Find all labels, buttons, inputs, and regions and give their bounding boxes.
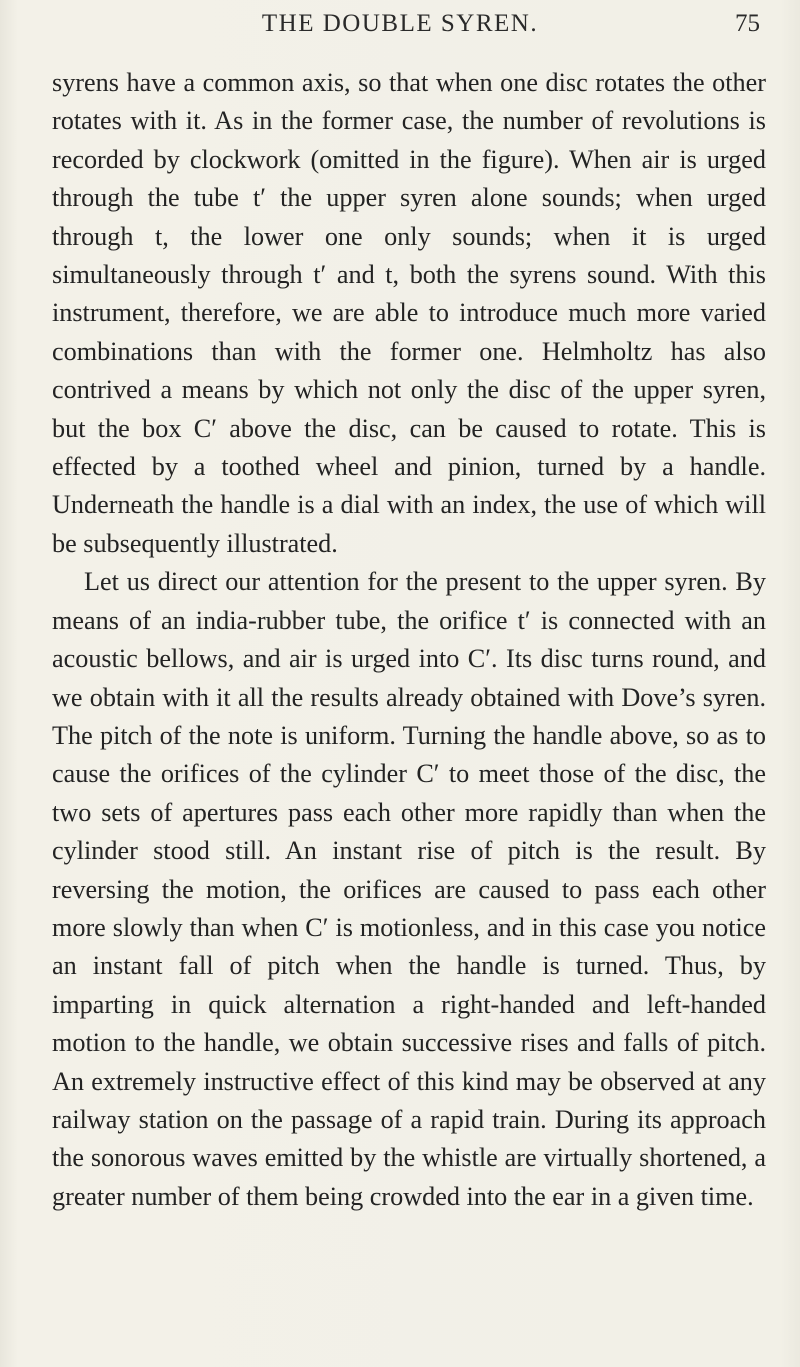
- page-header: [0, 8, 800, 44]
- paragraph-upper-syren: Let us direct our attention for the present to the upper syren. By means of an india-rubber tube, the orifice t′ is connected with an acoustic bellows, and air is urged into C′. Its disc turns round, and we obtain with it all the results already obtained with Dove’s syren. The pitch of the note is uniform. Turning the handle above, so as to cause the orifices of the cylinder C′ to meet those of the disc, the two sets of apertures pass each other more rapidly than when the cylinder stood still. An instant rise of pitch is the result. By reversing the motion, the orifices are caused to pass each other more slowly than when C′ is motionless, and in this case you notice an instant fall of pitch when the handle is turned. Thus, by imparting in quick alternation a right-handed and left-handed motion to the handle, we obtain successive rises and falls of pitch. An extremely instructive effect of this kind may be observed at any railway station on the passage of a rapid train. During its approach the sonorous waves emitted by the whistle are virtually shortened, a greater number of them being crowded into the ear in a given time.: [52, 567, 766, 1211]
- page-number: 75: [735, 10, 760, 37]
- running-title: THE DOUBLE SYREN.: [261, 10, 539, 37]
- body-text: [52, 64, 766, 1216]
- paragraph-continued: syrens have a common axis, so that when one disc rotates the other rotates with it. As in the former case, the number of revolutions is recorded by clockwork (omitted in the figure). When air is urged through the tube t′ the upper syren alone sounds; when urged through t, the lower one only sounds; when it is urged simultaneously through t′ and t, both the syrens sound. With this instrument, therefore, we are able to introduce much more varied combinations than with the former one. Helmholtz has also contrived a means by which not only the disc of the upper syren, but the box C′ above the disc, can be caused to rotate. This is effected by a toothed wheel and pinion, turned by a handle. Underneath the handle is a dial with an index, the use of which will be subsequently illustrated.: [52, 68, 766, 558]
